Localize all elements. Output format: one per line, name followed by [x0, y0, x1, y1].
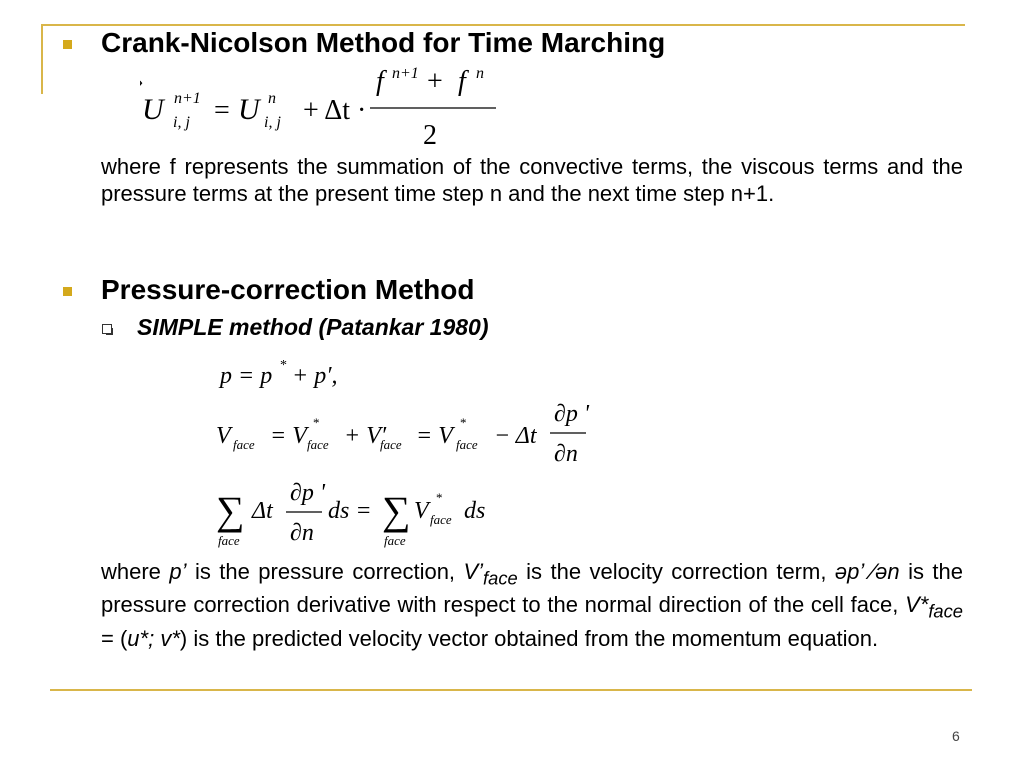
eq1-eq-p: = p [238, 363, 273, 389]
eq2-plus-V: + V′ [344, 423, 387, 449]
frame-top-line [41, 24, 965, 26]
eq3-star: * [436, 490, 443, 505]
bullet-icon [63, 287, 72, 296]
eq1-plus-pprime: + p′, [292, 363, 338, 389]
expl-dp-dn: əp’ ⁄ən [834, 559, 900, 584]
eq-f1: f [376, 66, 384, 97]
eq-sup-n2: n [268, 90, 276, 107]
eq2-dn: ∂n [554, 441, 578, 467]
eq3-ds-eq: ds = [328, 498, 372, 524]
eq-f2: f [458, 66, 466, 97]
eq3-sum1: ∑ [216, 488, 245, 533]
sub-bullet-icon [102, 324, 112, 334]
eq2-star2: * [460, 415, 467, 430]
eq-sup-n1: n+1 [174, 90, 201, 107]
expl-uv-star: u*; v* [127, 625, 180, 651]
eq2-V1: V [216, 423, 231, 449]
eq2-star1: * [313, 415, 320, 430]
eq2-face4: face [456, 437, 478, 452]
eq-sup-f1: n+1 [392, 66, 419, 82]
expl-v-prime: V’ [463, 559, 484, 584]
heading-pressure-correction: Pressure-correction Method [101, 274, 475, 305]
expl-v-star: V* [905, 592, 929, 618]
eq3-sum2: ∑ [382, 488, 411, 533]
eq-U2: U [238, 93, 260, 126]
equation-pressure-split [216, 350, 376, 399]
expl-text-5: = ( [101, 625, 128, 651]
eq-sub-ij2: i, j [264, 114, 281, 131]
expl-text-1: where [101, 559, 170, 584]
eq-two: 2 [423, 120, 437, 151]
eq3-ds: ds [464, 498, 486, 524]
eq3-dp: ∂p ' [290, 480, 325, 506]
explanation-pressure-correction [101, 558, 963, 652]
expl-text-4: is the pressure correction derivative with respect to the normal direction of the cell face, [101, 559, 963, 618]
eq-equals: = [214, 95, 230, 126]
equation-velocity-correction [214, 397, 604, 478]
eq2-eq-V2: = V [416, 423, 453, 449]
equation-integral-balance [214, 476, 514, 557]
heading-crank-nicolson: Crank-Nicolson Method for Time Marching [101, 27, 666, 58]
frame-bottom-line [50, 689, 972, 691]
eq3-dt: Δt [252, 498, 273, 524]
eq3-V: V [414, 498, 429, 524]
eq-plus: + [427, 66, 443, 97]
expl-text-2: is the pressure correction, [186, 559, 464, 584]
expl-p-prime: p’ [169, 559, 187, 584]
eq2-minus-dt: − Δt [494, 423, 537, 449]
expl-face-sub-1: face [483, 567, 518, 589]
eq-U1: U [142, 93, 164, 126]
eq2-dp: ∂p ' [554, 401, 589, 427]
eq2-face2: face [307, 437, 329, 452]
eq1-star: * [280, 358, 287, 373]
eq3-face1: face [218, 533, 240, 548]
eq-sup-f2: n [476, 66, 484, 82]
eq2-face1: face [233, 437, 255, 452]
expl-face-sub-2: face [928, 600, 963, 622]
frame-left-line [41, 24, 43, 94]
eq-sub-ij1: i, j [173, 114, 190, 131]
eq3-face3: face [430, 512, 452, 527]
eq1-p: p [220, 363, 232, 389]
expl-text-6: ) is the predicted velocity vector obtained from the momentum equation. [179, 625, 879, 651]
eq2-face3: face [380, 437, 402, 452]
eq3-face2: face [384, 533, 406, 548]
eq-plus-dt: + Δt · [303, 95, 367, 126]
page-number: 6 [952, 728, 960, 744]
bullet-icon [63, 40, 72, 49]
expl-text-3: is the velocity correction term, [517, 559, 835, 584]
eq3-dn: ∂n [290, 520, 314, 546]
subheading-simple-method: SIMPLE method (Patankar 1980) [137, 314, 489, 340]
explanation-crank-nicolson: where f represents the summation of the convective terms, the viscous terms and the pressure terms at the present time step n and the next time step n+1. [101, 154, 963, 206]
equation-crank-nicolson [140, 66, 520, 159]
eq2-eq-V: = V [270, 423, 307, 449]
eq-vec-arrow-1 [140, 80, 143, 86]
